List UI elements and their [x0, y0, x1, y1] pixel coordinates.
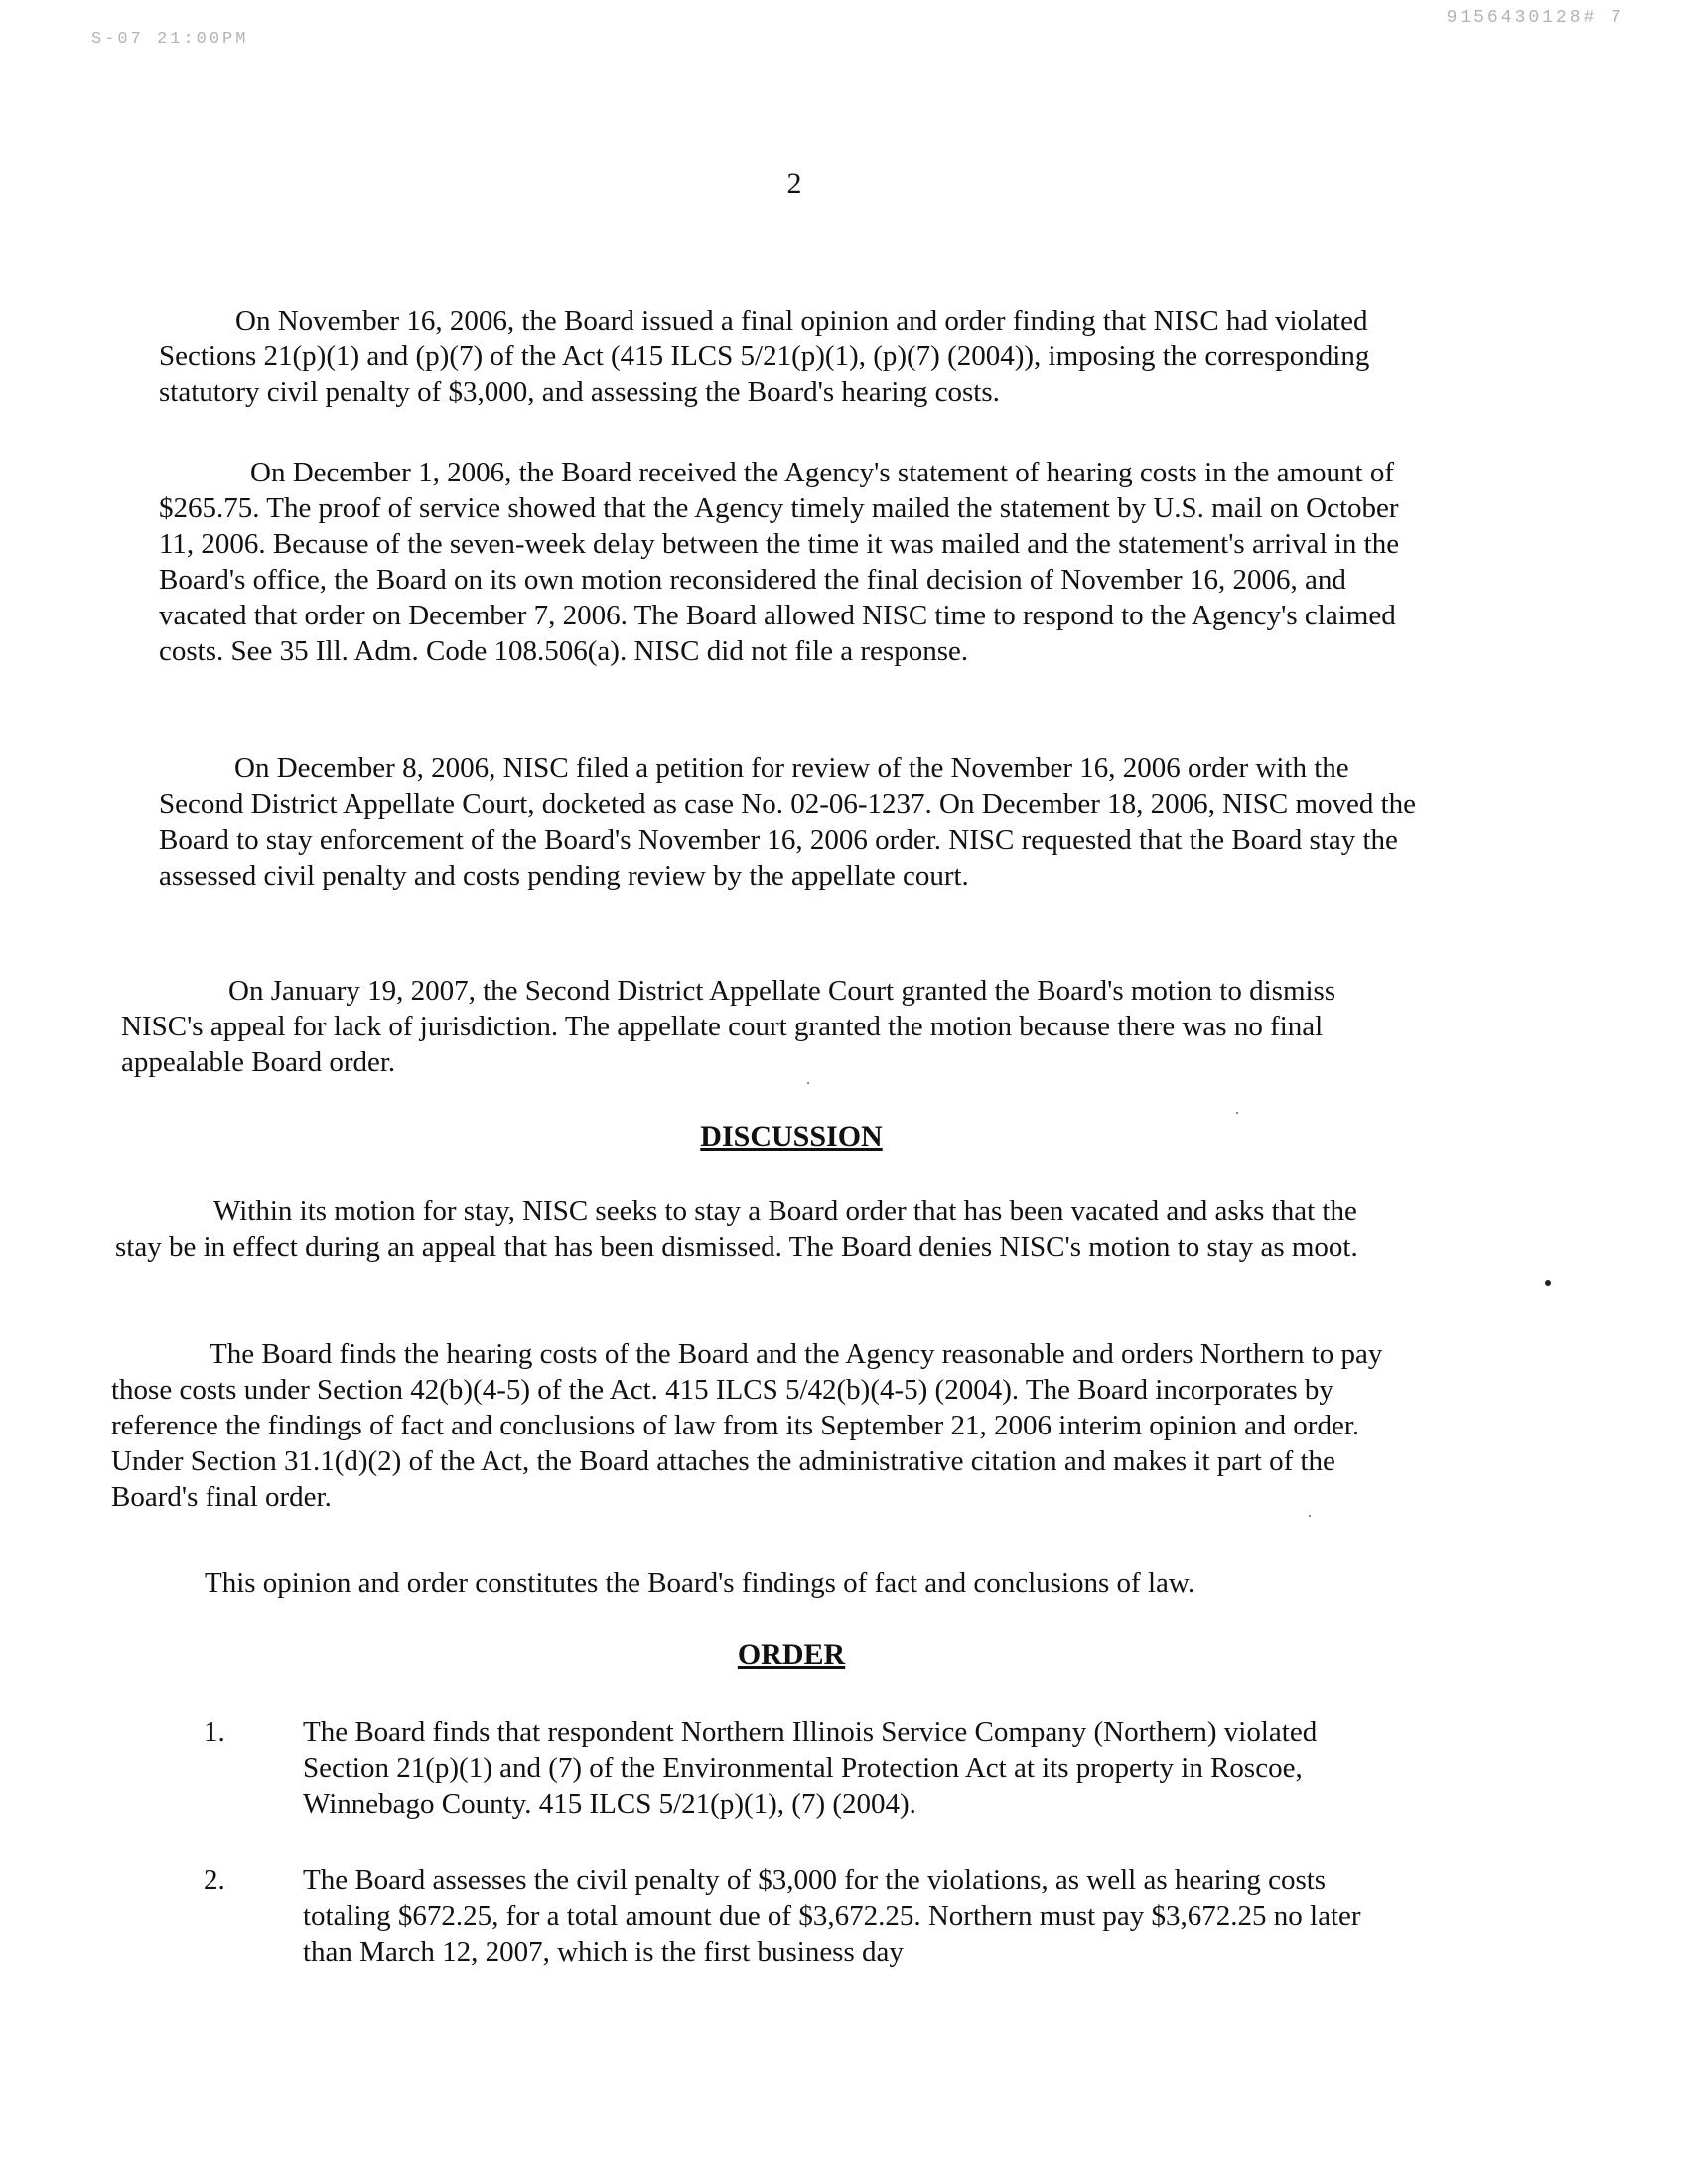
paragraph-final-opinion: On November 16, 2006, the Board issued a final opinion and order finding that NISC had violated Sections 21(p)(1) and (p)(7) of the Act (415 ILCS 5/21(p)(1), (p)(7) (2004)), imposing the corresponding statutory civil penalty of $3,000, and assessing the Board's hearing costs.: [159, 305, 1370, 408]
paragraph-appeal-dismissed: On January 19, 2007, the Second District Appellate Court granted the Board's motion to dismiss NISC's appeal for lack of jurisdiction. The appellate court granted the motion because there was no final appealable Board order.: [121, 975, 1336, 1078]
scan-speck: [807, 1082, 809, 1084]
paragraph-petition-for-review: On December 8, 2006, NISC filed a petition for review of the November 16, 2006 order with the Second District Appellate Court, docketed as case No. 02-06-1237. On December 18, 2006, NISC moved the Board to stay enforcement of the Board's November 16, 2006 order. NISC requested that the Board stay the assessed civil penalty and costs pending review by the appellate court.: [159, 752, 1417, 891]
paragraph-motion-to-stay: Within its motion for stay, NISC seeks to stay a Board order that has been vacated and asks that the stay be in effect during an appeal that has been dismissed. The Board denies NISC's motion to stay as moot.: [115, 1195, 1358, 1263]
paragraph-findings-statement: This opinion and order constitutes the Board's findings of fact and conclusions of law.: [205, 1568, 1195, 1599]
order-item-text: The Board assesses the civil penalty of $3,000 for the violations, as well as hearing costs totaling $672.25, for a total amount due of $3,672.25. Northern must pay $3,672.25 no later than March 12, 2007, which is the first business day: [303, 1864, 1361, 1968]
paragraph-hearing-costs-reasonable: The Board finds the hearing costs of the Board and the Agency reasonable and orders Northern to pay those costs under Section 42(b)(4-5) of the Act. 415 ILCS 5/42(b)(4-5) (2004). The Board incorporates by reference the findings of fact and conclusions of law from its September 21, 2006 interim opinion and order. Under Section 31.1(d)(2) of the Act, the Board attaches the administrative citation and makes it part of the Board's final order.: [111, 1338, 1383, 1513]
order-item-number: 1.: [204, 1716, 225, 1748]
fax-header-left: S-07 21:00PM: [91, 30, 249, 49]
paragraph-hearing-costs-statement: On December 1, 2006, the Board received the Agency's statement of hearing costs in the amount of $265.75. The proof of service showed that the Agency timely mailed the statement by U.S. mail on October 11, 2006. Because of the seven-week delay between the time it was mailed and the statement's arrival in the Board's office, the Board on its own motion reconsidered the final decision of November 16, 2006, and vacated that order on December 7, 2006. The Board allowed NISC time to respond to the Agency's claimed costs. See 35 Ill. Adm. Code 108.506(a). NISC did not file a response.: [159, 457, 1400, 667]
scan-speck: [1309, 1515, 1311, 1517]
fax-header-right: 9156430128# 7: [1446, 8, 1624, 28]
discussion-heading: DISCUSSION: [700, 1120, 883, 1153]
scan-speck: [1236, 1112, 1238, 1114]
order-item-text: The Board finds that respondent Northern Illinois Service Company (Northern) violated Section 21(p)(1) and (7) of the Environmental Protection Act at its property in Roscoe, Winnebago County. 415 ILCS 5/21(p)(1), (7) (2004).: [303, 1716, 1318, 1820]
order-heading: ORDER: [737, 1638, 846, 1671]
scan-artifact-dot: [1545, 1280, 1551, 1286]
page-number: 2: [786, 167, 802, 200]
order-item-number: 2.: [204, 1864, 225, 1896]
